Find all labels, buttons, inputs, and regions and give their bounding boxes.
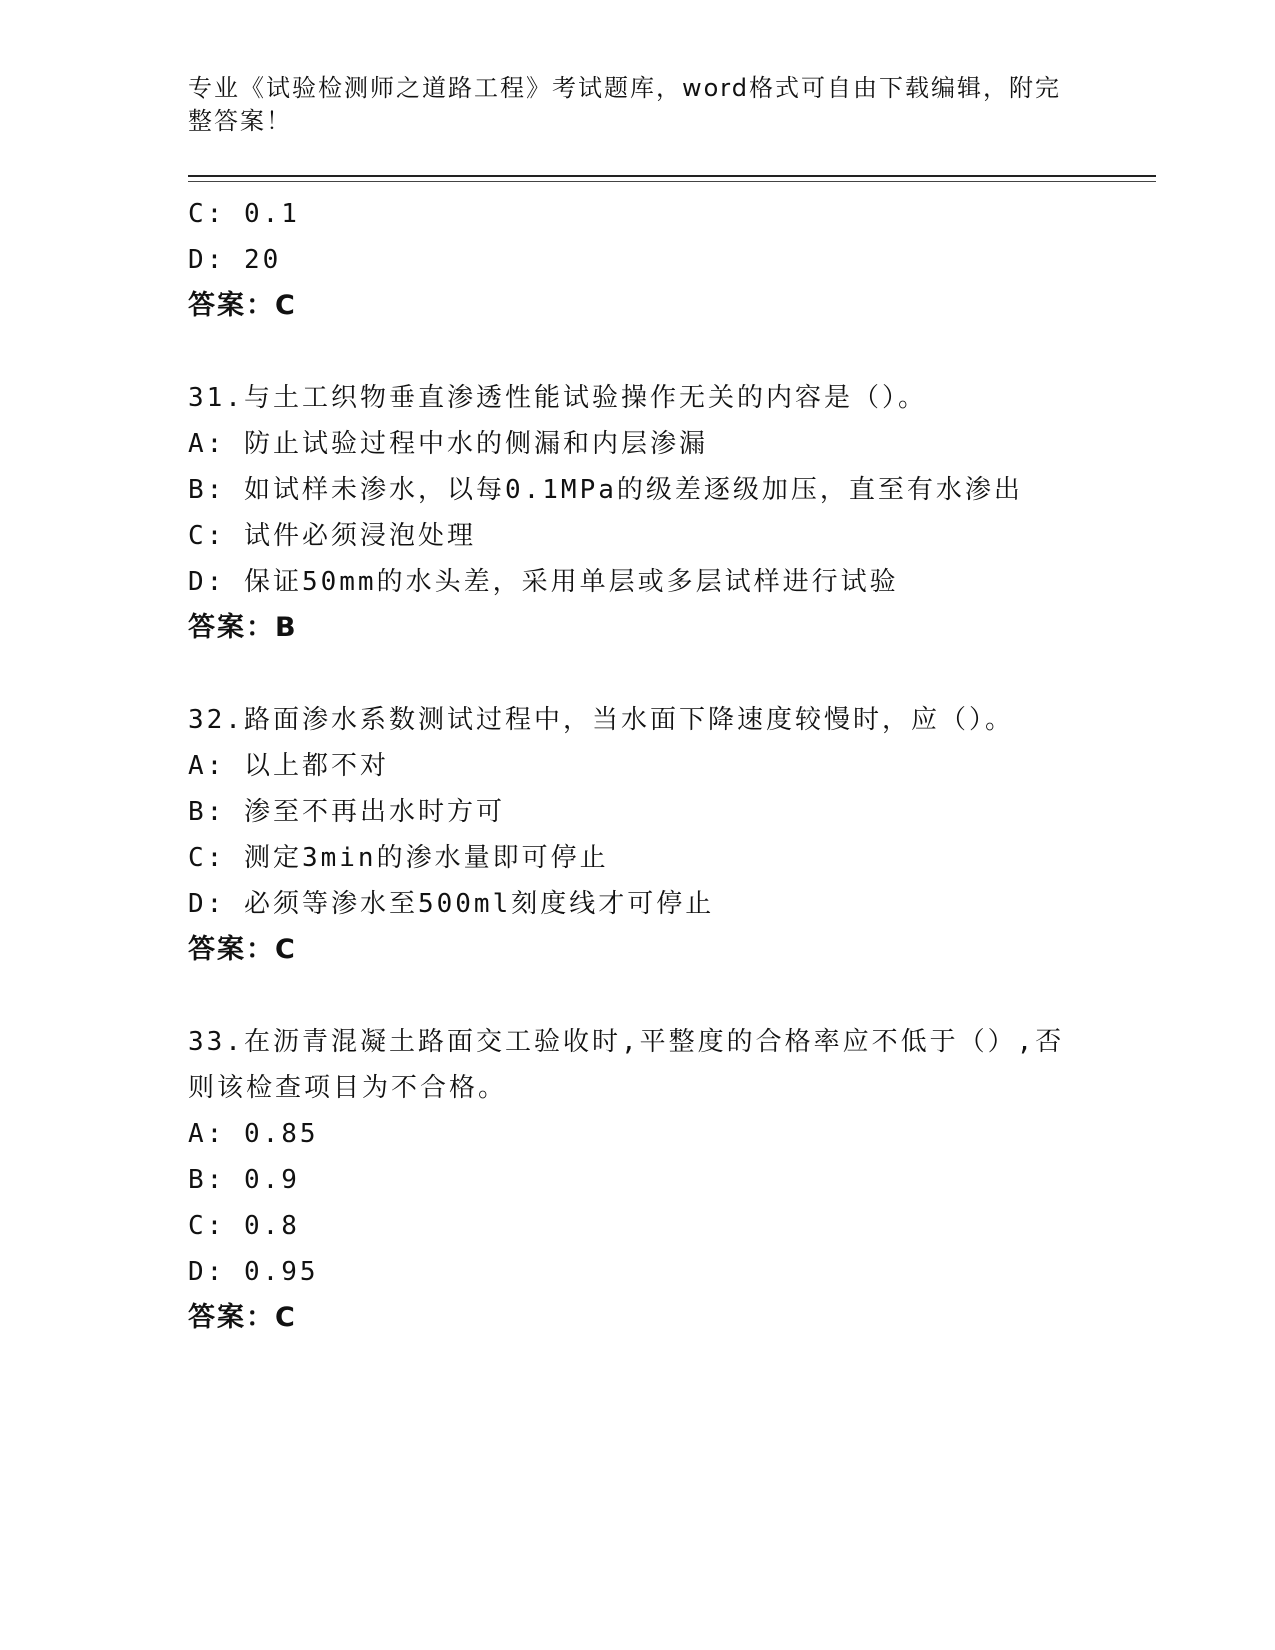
- header-rule-thin: [188, 181, 1156, 182]
- header-rule-thick: [188, 175, 1156, 177]
- option-d: D: 保证50mm的水头差，采用单层或多层试样进行试验: [188, 567, 899, 597]
- answer-line: 答案：C: [188, 1302, 297, 1333]
- option-c: C: 0.8: [188, 1211, 300, 1241]
- spacer: [188, 329, 1088, 375]
- option-a: A: 防止试验过程中水的侧漏和内层渗漏: [188, 429, 708, 459]
- question-stem: 31.与土工织物垂直渗透性能试验操作无关的内容是（）。: [188, 383, 927, 413]
- spacer: [188, 651, 1088, 697]
- question-32: [188, 697, 1088, 973]
- option-d: D: 必须等渗水至500ml刻度线才可停止: [188, 889, 715, 919]
- option-d: D: 0.95: [188, 1257, 319, 1287]
- option-c: C: 试件必须浸泡处理: [188, 521, 476, 551]
- option-c: C: 0.1: [188, 199, 300, 229]
- option-a: A: 0.85: [188, 1119, 319, 1149]
- option-b: B: 0.9: [188, 1165, 300, 1195]
- page-header: 专业《试验检测师之道路工程》考试题库，word格式可自由下载编辑，附完整答案！: [188, 74, 1061, 135]
- option-c: C: 测定3min的渗水量即可停止: [188, 843, 609, 873]
- question-33: [188, 1019, 1088, 1341]
- question-stem: 33.在沥青混凝土路面交工验收时,平整度的合格率应不低于（）,否则该检查项目为不合格。: [188, 1027, 1065, 1103]
- option-b: B: 渗至不再出水时方可: [188, 797, 505, 827]
- question-stem: 32.路面渗水系数测试过程中，当水面下降速度较慢时，应（）。: [188, 705, 1014, 735]
- question-31: [188, 375, 1088, 651]
- option-a: A: 以上都不对: [188, 751, 389, 781]
- answer-line: 答案：B: [188, 612, 298, 643]
- option-b: B: 如试样未渗水，以每0.1MPa的级差逐级加压，直至有水渗出: [188, 475, 1023, 505]
- document-body: [188, 191, 1088, 1341]
- option-d: D: 20: [188, 245, 282, 275]
- answer-line: 答案：C: [188, 290, 297, 321]
- prev-question-tail: [188, 191, 1088, 329]
- spacer: [188, 973, 1088, 1019]
- answer-line: 答案：C: [188, 934, 297, 965]
